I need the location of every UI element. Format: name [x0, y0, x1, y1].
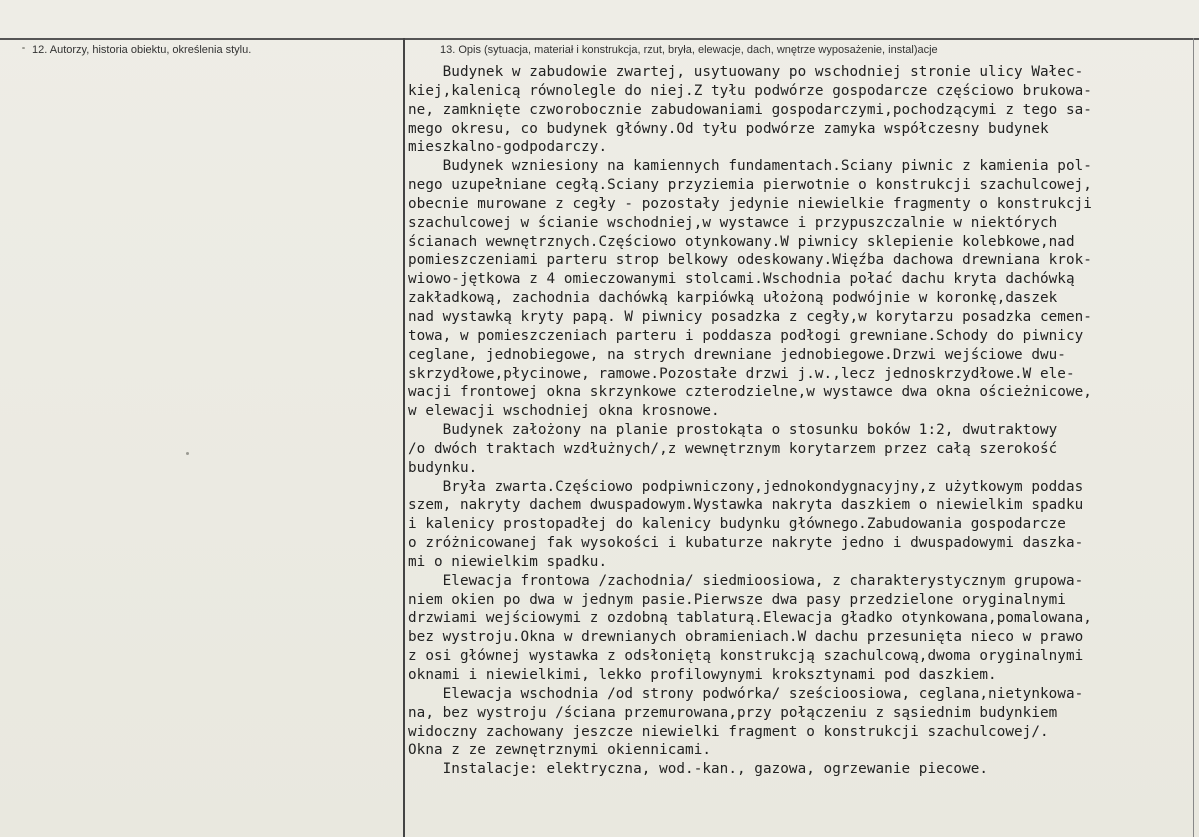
text-line: budynku. [408, 459, 478, 476]
text-line: mieszkalno-godpodarczy. [408, 139, 608, 156]
left-column-header: 12. Autorzy, historia obiektu, określenia stylu. [32, 44, 252, 56]
paper-speck [186, 452, 189, 455]
text-line: niem okien po dwa w jednym pasie.Pierwsze dwa pasy przedzielone oryginalnymi [408, 591, 1066, 608]
text-line: Budynek wzniesiony na kamiennych fundamentach.Sciany piwnic z kamienia pol- [408, 158, 1092, 175]
text-line: oknami i niewielkimi, lekko profilowynymi kroksztynami pod daszkiem. [408, 667, 997, 683]
text-line: szem, nakryty dachem dwuspadowym.Wystawka nakryta daszkiem o niewielkim spadku [408, 497, 1084, 514]
text-line: ne, zamknięte czworobocznie zabudowaniami gospodarczymi,pochodzącymi z tego sa- [408, 101, 1092, 118]
right-border [1193, 38, 1194, 837]
text-line: kiej,kalenicą równolegle do niej.Z tyłu podwórze gospodarcze częściowo brukowa- [408, 82, 1092, 99]
text-line: ceglane, jednobiegowe, na strych drewniane jednobiegowe.Drzwi wejściowe dwu- [408, 346, 1066, 363]
text-line: nad wystawką kryty papą. W piwnicy posadzka z cegły,w korytarzu posadzka cemen- [408, 308, 1092, 325]
text-line: ścianach wewnętrznych.Częściowo otynkowany.W piwnicy sklepienie kolebkowe,nad [408, 233, 1075, 250]
text-line: skrzydłowe,płycinowe, ramowe.Pozostałe drzwi j.w.,lecz jednoskrzydłowe.W ele- [408, 365, 1075, 382]
text-line: towa, w pomieszczeniach parteru i poddasza podłogi grewniane.Schody do piwnicy [408, 327, 1084, 344]
text-line: Elewacja frontowa /zachodnia/ siedmioosiowa, z charakterystycznym grupowa- [408, 572, 1084, 589]
text-line: Elewacja wschodnia /od strony podwórka/ sześcioosiowa, ceglana,nietynkowa- [408, 685, 1084, 702]
text-line: wacji frontowej okna skrzynkowe czterodzielne,w wystawce dwa okna ościeżnicowe, [408, 384, 1092, 401]
text-line: bez wystroju.Okna w drewnianych obramieniach.W dachu przesunięta nieco w prawo [408, 629, 1084, 646]
text-line: obecnie murowane z cegły - pozostały jedynie niewielkie fragmenty o konstrukcji [408, 195, 1092, 212]
text-line: z osi głównej wystawka z odsłoniętą konstrukcją szachulcową,dwoma oryginalnymi [408, 648, 1084, 665]
right-column-header: 13. Opis (sytuacja, materiał i konstrukcja, rzut, bryła, elewacje, dach, wnętrze wyposażenie, instal)acje [440, 44, 938, 56]
text-line: mego okresu, co budynek główny.Od tyłu podwórze zamyka współczesny budynek [408, 120, 1049, 137]
text-line: o zróżnicowanej fak wysokości i kubaturze nakryte jedno i dwuspadowymi daszka- [408, 535, 1084, 552]
text-line: zakładkową, zachodnia dachówką karpiówką ułożoną podwójnie w koronkę,daszek [408, 290, 1058, 307]
text-line: Instalacje: elektryczna, wod.-kan., gazowa, ogrzewanie piecowe. [408, 761, 989, 778]
top-divider [0, 38, 1199, 40]
text-line: wiowo-jętkowa z 4 omieczowanymi stolcami.Wschodnia połać dachu kryta dachówką [408, 271, 1075, 288]
text-line: Budynek założony na planie prostokąta o stosunku boków 1:2, dwutraktowy [408, 422, 1058, 439]
text-line: na, bez wystroju /ściana przemurowana,przy połączeniu z sąsiednim budynkiem [408, 704, 1058, 721]
text-line: pomieszczeniami parteru strop belkowy odeskowany.Więźba dachowa drewniana krok- [408, 252, 1092, 269]
text-line: drzwiami wejściowymi z ozdobną tablaturą.Elewacja gładko otynkowana,pomalowana, [408, 610, 1092, 627]
description-text [408, 63, 1193, 779]
text-line: i kalenicy prostopadłej do kalenicy budynku głównego.Zabudowania gospodarcze [408, 516, 1066, 533]
text-line: szachulcowej w ścianie wschodniej,w wystawce i przypuszczalnie w niektórych [408, 214, 1058, 231]
text-line: Okna z ze zewnętrznymi okiennicami. [408, 742, 712, 759]
text-line: Budynek w zabudowie zwartej, usytuowany po wschodniej stronie ulicy Wałec- [408, 64, 1084, 80]
text-line: mi o niewielkim spadku. [408, 553, 608, 570]
text-line: w elewacji wschodniej okna krosnowe. [408, 403, 720, 420]
column-divider [403, 38, 405, 837]
text-line: /o dwóch traktach wzdłużnych/,z wewnętrznym korytarzem przez całą szerokość [408, 440, 1058, 457]
text-line: nego uzupełniane cegłą.Sciany przyziemia pierwotnie o konstrukcji szachulcowej, [408, 177, 1092, 194]
text-line: Bryła zwarta.Częściowo podpiwniczony,jednokondygnacyjny,z użytkowym poddas [408, 478, 1084, 495]
paper-speck [22, 47, 25, 49]
text-line: widoczny zachowany jeszcze niewielki fragment o konstrukcji szachulcowej/. [408, 723, 1049, 740]
